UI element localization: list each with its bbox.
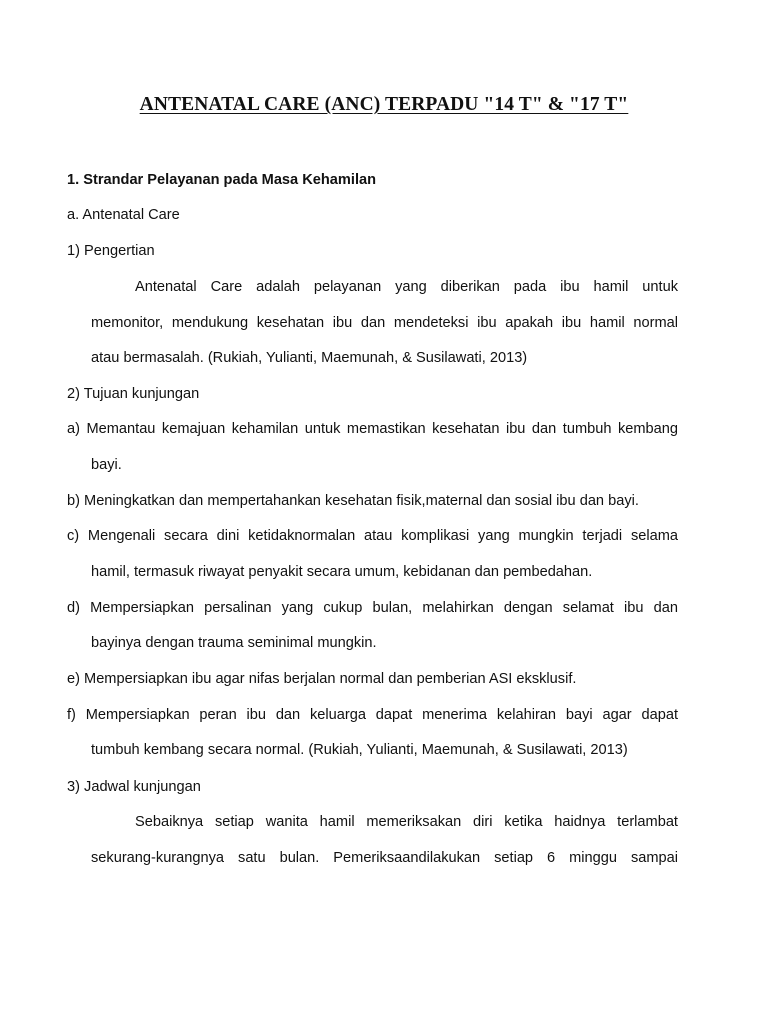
goal-f-line-2: tumbuh kembang secara normal. (Rukiah, Yulianti, Maemunah, & Susilawati, 2013) [91,742,628,758]
schedule-line-1: Sebaiknya setiap wanita hamil memeriksakan diri ketika haidnya terlambat [135,814,678,830]
goal-a-line-1: a) Memantau kemajuan kehamilan untuk memastikan kesehatan ibu dan tumbuh kembang [67,421,678,437]
goal-d-line-2: bayinya dengan trauma seminimal mungkin. [91,635,377,651]
goal-a-line-2: bayi. [91,457,122,473]
section-heading: 1. Strandar Pelayanan pada Masa Kehamilan [67,172,377,188]
subsection-heading: a. Antenatal Care [67,207,180,223]
goal-f-line-1: f) Mempersiapkan peran ibu dan keluarga dapat menerima kelahiran bayi agar dapat [67,707,678,723]
item-heading-tujuan: 2) Tujuan kunjungan [67,386,200,402]
goal-c-line-1: c) Mengenali secara dini ketidaknormalan atau komplikasi yang mungkin terjadi selama [67,528,678,544]
definition-line-1: Antenatal Care adalah pelayanan yang diberikan pada ibu hamil untuk [135,279,678,295]
item-heading-pengertian: 1) Pengertian [67,243,155,259]
item-heading-jadwal: 3) Jadwal kunjungan [67,779,201,795]
document-title: ANTENATAL CARE (ANC) TERPADU "14 T" & "17 T" [139,94,629,115]
definition-line-2: memonitor, mendukung kesehatan ibu dan mendeteksi ibu apakah ibu hamil normal [91,315,678,331]
schedule-line-2: sekurang-kurangnya satu bulan. Pemeriksaandilakukan setiap 6 minggu sampai [91,850,678,866]
goal-d-line-1: d) Mempersiapkan persalinan yang cukup bulan, melahirkan dengan selamat ibu dan [67,600,678,616]
goal-c-line-2: hamil, termasuk riwayat penyakit secara umum, kebidanan dan pembedahan. [91,564,593,580]
goal-e-line-1: e) Mempersiapkan ibu agar nifas berjalan normal dan pemberian ASI eksklusif. [67,671,577,687]
goal-b-line-1: b) Meningkatkan dan mempertahankan kesehatan fisik,maternal dan sosial ibu dan bayi. [67,493,639,509]
definition-line-3: atau bermasalah. (Rukiah, Yulianti, Maemunah, & Susilawati, 2013) [91,350,528,366]
